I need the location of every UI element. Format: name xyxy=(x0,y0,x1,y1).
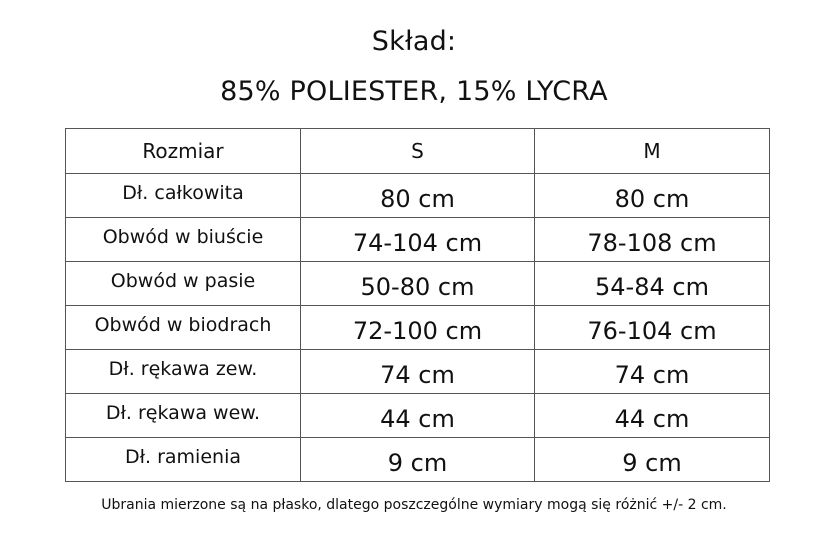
value-s: 80 cm xyxy=(301,174,535,218)
header-m: M xyxy=(535,129,770,174)
value-m: 9 cm xyxy=(535,438,770,482)
size-table xyxy=(65,128,770,482)
value-s: 9 cm xyxy=(301,438,535,482)
header-s: S xyxy=(301,129,535,174)
row-label: Obwód w pasie xyxy=(66,262,301,306)
header-size: Rozmiar xyxy=(66,129,301,174)
value-s: 74 cm xyxy=(301,350,535,394)
row-label: Obwód w biodrach xyxy=(66,306,301,350)
value-s: 44 cm xyxy=(301,394,535,438)
value-m: 74 cm xyxy=(535,350,770,394)
value-m: 80 cm xyxy=(535,174,770,218)
table-row xyxy=(66,218,770,262)
measurement-note: Ubrania mierzone są na płasko, dlatego poszczególne wymiary mogą się różnić +/- 2 cm. xyxy=(101,497,727,513)
row-label: Dł. rękawa wew. xyxy=(66,394,301,438)
value-s: 50-80 cm xyxy=(301,262,535,306)
row-label: Dł. całkowita xyxy=(66,174,301,218)
row-label: Obwód w biuście xyxy=(66,218,301,262)
row-label: Dł. rękawa zew. xyxy=(66,350,301,394)
table-row xyxy=(66,174,770,218)
table-row xyxy=(66,438,770,482)
table-row xyxy=(66,306,770,350)
value-s: 72-100 cm xyxy=(301,306,535,350)
table-row xyxy=(66,262,770,306)
table-row xyxy=(66,394,770,438)
table-row xyxy=(66,350,770,394)
table-header-row xyxy=(66,129,770,174)
value-m: 54-84 cm xyxy=(535,262,770,306)
composition-title: Skład: xyxy=(371,26,457,57)
value-m: 78-108 cm xyxy=(535,218,770,262)
row-label: Dł. ramienia xyxy=(66,438,301,482)
composition-value: 85% POLIESTER, 15% LYCRA xyxy=(220,76,608,107)
value-s: 74-104 cm xyxy=(301,218,535,262)
value-m: 44 cm xyxy=(535,394,770,438)
value-m: 76-104 cm xyxy=(535,306,770,350)
